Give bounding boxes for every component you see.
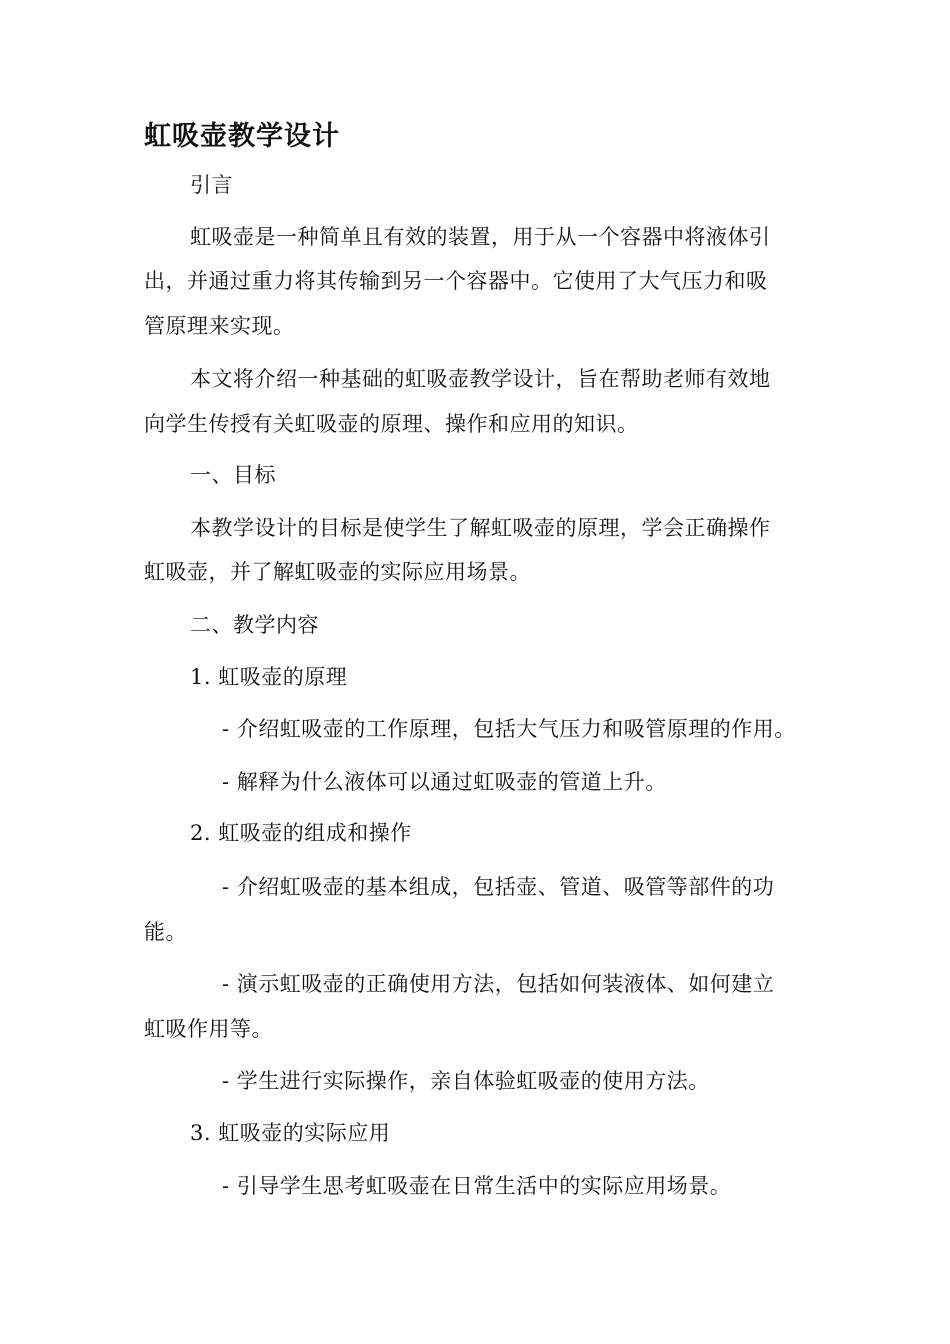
item-3-bullet-1: - 引导学生思考虹吸壶在日常生活中的实际应用场景。 [222,1174,732,1198]
item-2-bullet-3: - 学生进行实际操作，亲自体验虹吸壶的使用方法。 [222,1069,710,1093]
intro-heading: 引言 [190,173,233,197]
goal-heading: 一、目标 [190,463,276,487]
item-2-bullet-2-line-2: 虹吸作用等。 [144,1017,273,1041]
item-2-bullet-2-line-1: - 演示虹吸壶的正确使用方法，包括如何装液体、如何建立 [222,972,775,996]
intro-paragraph-1-line-1: 虹吸壶是一种简单且有效的装置，用于从一个容器中将液体引 [190,225,771,249]
goal-paragraph-line-2: 虹吸壶，并了解虹吸壶的实际应用场景。 [144,560,531,584]
goal-paragraph-line-1: 本教学设计的目标是使学生了解虹吸壶的原理，学会正确操作 [190,516,771,540]
content-heading: 二、教学内容 [190,613,319,637]
item-2-heading: 2. 虹吸壶的组成和操作 [190,821,412,845]
item-3-heading: 3. 虹吸壶的实际应用 [190,1121,391,1145]
intro-paragraph-2-line-1: 本文将介绍一种基础的虹吸壶教学设计，旨在帮助老师有效地 [190,367,771,391]
item-1-bullet-1: - 介绍虹吸壶的工作原理，包括大气压力和吸管原理的作用。 [222,717,796,741]
intro-paragraph-1-line-3: 管原理来实现。 [144,314,295,338]
intro-paragraph-1-line-2: 出，并通过重力将其传输到另一个容器中。它使用了大气压力和吸 [144,269,768,293]
intro-paragraph-2-line-2: 向学生传授有关虹吸壶的原理、操作和应用的知识。 [144,412,639,436]
item-1-bullet-2: - 解释为什么液体可以通过虹吸壶的管道上升。 [222,770,667,794]
item-2-bullet-1-line-2: 能。 [144,920,187,944]
item-2-bullet-1-line-1: - 介绍虹吸壶的基本组成，包括壶、管道、吸管等部件的功 [222,875,775,899]
item-1-heading: 1. 虹吸壶的原理 [190,665,348,689]
document-title: 虹吸壶教学设计 [144,121,340,152]
